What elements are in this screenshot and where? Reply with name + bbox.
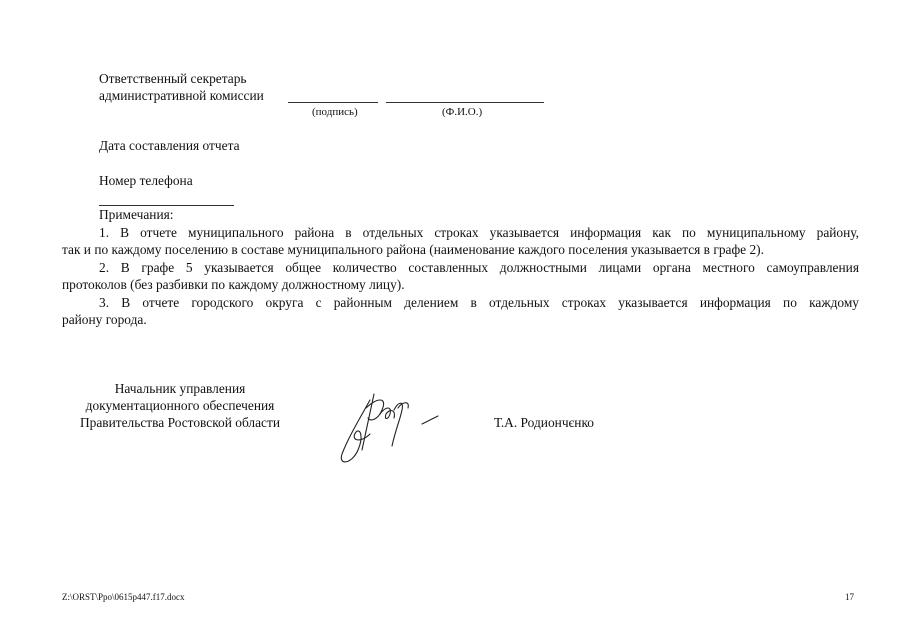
note-3-line-2: району города. [62,312,147,327]
signature-underline [288,102,378,103]
note-3-line-1: 3. В отчете городского округа с районным делением в отдельных строках указывается информация по каждому [99,295,859,310]
footer-file-path: Z:\ORST\Ppo\0615p447.f17.docx [62,592,185,602]
head-title-line1: Начальник управления [114,381,246,396]
notes-heading: Примечания: [99,207,174,222]
footnote-separator [99,205,234,206]
phone-label: Номер телефона [99,173,193,188]
head-title-line3: Правительства Ростовской области [79,415,281,430]
secretary-title-line1: Ответственный секретарь [99,71,247,86]
secretary-title-line2: административной комиссии [99,88,264,103]
page-number: 17 [845,592,854,602]
note-2-line-2: протоколов (без разбивки по каждому должностному лицу). [62,277,405,292]
report-date-label: Дата составления отчета [99,138,240,153]
handwritten-signature [330,388,445,468]
name-caption: (Ф.И.О.) [442,106,483,118]
signature-caption: (подпись) [312,106,358,118]
note-1-line-1: 1. В отчете муниципального района в отдельных строках указывается информация как по муниципальному району, [99,225,859,240]
note-1-line-2: так и по каждому поселению в составе муниципального района (наименование каждого поселения указывается в графе 2). [62,242,764,257]
head-name: Т.А. Родиончєнко [494,415,594,430]
name-underline [386,102,544,103]
head-title-line2: документационного обеспечения [85,398,275,413]
note-2-line-1: 2. В графе 5 указывается общее количество составленных должностными лицами органа местного самоуправления [99,260,859,275]
